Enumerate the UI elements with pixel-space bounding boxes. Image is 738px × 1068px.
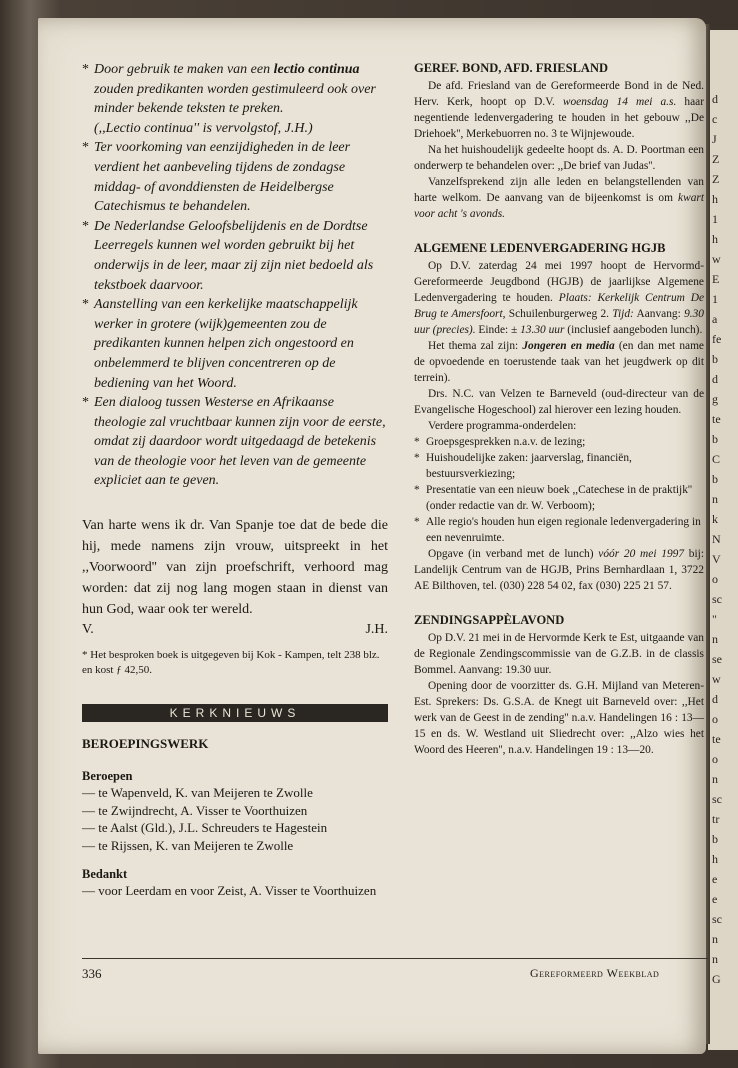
adjacent-page-fragment: c	[712, 112, 718, 126]
adjacent-page-fragment: n	[712, 772, 718, 786]
adjacent-page-fragment: fe	[712, 332, 722, 346]
text-run: Ter voorkoming van eenzijdigheden in de leer verdient het aanbeveling tijdens de zondagse middag- of avonddiensten de Heidelbergse Catechismus te behandelen.	[94, 140, 351, 215]
adjacent-page-fragment: w	[712, 252, 721, 266]
adjacent-page-fragment: b	[712, 432, 718, 446]
program-item	[414, 514, 704, 546]
beroepingswerk-heading: BEROEPINGSWERK	[82, 736, 209, 752]
program-item	[414, 450, 704, 482]
adjacent-page-fragment: n	[712, 632, 718, 646]
section-title-friesland: GEREF. BOND, AFD. FRIESLAND	[414, 61, 609, 75]
hgjb-paragraph-4: Verdere programma-onderdelen:	[428, 420, 577, 432]
adjacent-page-fragment: n	[712, 932, 718, 946]
adjacent-page-fragment: e	[712, 892, 718, 906]
adjacent-page-fragment: C	[712, 452, 721, 466]
adjacent-page-fragment: n	[712, 952, 718, 966]
text-run: Schuilenburgerweg 2.	[505, 308, 613, 320]
bullet-star: *	[414, 452, 420, 464]
beroepen-list	[82, 784, 388, 854]
bedankt-label: Bedankt	[82, 867, 128, 882]
adjacent-page-fragment: h	[712, 192, 718, 206]
adjacent-page-fragment: o	[712, 572, 718, 586]
text-run: ± 13.30 uur	[511, 324, 565, 336]
summary-bullet	[82, 138, 388, 216]
bullet-star: *	[82, 297, 89, 313]
adjacent-page-fragment: tr	[712, 812, 720, 826]
adjacent-page-fragment: b	[712, 472, 718, 486]
adjacent-page-fragment: n	[712, 492, 718, 506]
adjacent-page-fragment: g	[712, 392, 718, 406]
program-item-text: Groepsgesprekken n.a.v. de lezing;	[426, 436, 586, 448]
adjacent-page	[708, 30, 738, 1050]
adjacent-page-fragment: 1	[712, 212, 718, 226]
right-column	[414, 60, 704, 758]
bullet-star: *	[82, 395, 89, 411]
list-item: — te Zwijndrecht, A. Visser te Voorthuizen	[82, 802, 308, 818]
adjacent-page-fragment: d	[712, 692, 718, 706]
text-run: Op D.V. zaterdag 24 mei 1997 hoopt de Hervormd-Gereformeerde Jeugdbond (HGJB) de jaarlijkse Algemene Ledenvergadering te houden.	[414, 260, 704, 304]
page-number: 336	[82, 966, 102, 981]
adjacent-page-fragment: te	[712, 732, 721, 746]
adjacent-page-fragment: sc	[712, 792, 722, 806]
text-run: Het thema zal zijn:	[428, 340, 523, 352]
adjacent-page-fragment: Z	[712, 152, 720, 166]
hgjb-paragraph-5	[414, 546, 704, 594]
list-item: — te Rijssen, K. van Meijeren te Zwolle	[82, 837, 294, 853]
program-item	[414, 482, 704, 514]
text-run: De afd. Friesland van de Gereformeerde Bond in de Ned. Herv. Kerk, hoopt op D.V.	[414, 80, 704, 108]
text-run: lectio continua	[273, 62, 360, 77]
text-run: (en dan met name de opvoedende en toerustende taak van het jeugdwerk op dit terrein).	[414, 340, 704, 384]
text-run: Plaats: Kerkelijk Centrum De Brug te Amersfoort,	[414, 292, 705, 320]
text-run: Aanvang:	[633, 308, 685, 320]
section-title-zending: ZENDINGSAPPÈLAVOND	[414, 613, 565, 627]
bullet-star: *	[82, 62, 89, 77]
text-run: (inclusief aangeboden lunch).	[564, 324, 703, 336]
zending-paragraph-1: Op D.V. 21 mei in de Hervormde Kerk te Est, uitgaande van de Regionale Zendingscommissie van de G.Z.B. in de classis Bommel. Aanvang: 19.30 uur.	[414, 632, 704, 676]
signature-author: J.H.	[365, 622, 388, 638]
text-run: De Nederlandse Geloofsbelijdenis en de Dordtse Leerregels kunnen wel worden gebruikt bij het onderwijs in de leer, maar zij zijn niet bedoeld als tekstboek daarvoor.	[94, 218, 374, 293]
adjacent-page-fragment: h	[712, 852, 718, 866]
footer-rule	[82, 958, 708, 959]
bedankt-list	[82, 882, 388, 900]
text-run: bij: Landelijk Centrum van de HGJB, Prins Bernhardlaan 1, 3722 AE Bilthoven, tel. (030) 228 54 02, fax (030) 225 21 57.	[414, 548, 704, 592]
adjacent-page-fragment: Z	[712, 172, 720, 186]
program-item	[414, 434, 704, 450]
adjacent-page-fragment: b	[712, 352, 718, 366]
summary-bullet	[82, 393, 388, 491]
bullet-star: *	[82, 218, 89, 234]
section-banner: KERKNIEUWS	[82, 704, 388, 722]
adjacent-page-fragment: d	[712, 372, 718, 386]
adjacent-page-fragment: J	[712, 132, 717, 146]
adjacent-page-fragment: V	[712, 552, 721, 566]
list-item: — voor Leerdam en voor Zeist, A. Visser te Voorthuizen	[82, 883, 377, 899]
adjacent-page-fragment: se	[712, 652, 722, 666]
signature-v: V.	[82, 622, 94, 638]
magazine-name: Gereformeerd Weekblad	[530, 966, 660, 980]
summary-bullet	[82, 295, 388, 393]
adjacent-page-fragment: h	[712, 232, 718, 246]
text-run: haar negentiende ledenvergadering te houden in het gebouw ,,De Driehoek'', Merkebuorren no. 3 te Wijnjewoude.	[414, 96, 704, 140]
adjacent-page-fragment: te	[712, 412, 721, 426]
footnote: * Het besproken boek is uitgegeven bij Kok - Kampen, telt 238 blz. en kost ƒ 42,50.	[82, 649, 380, 677]
adjacent-page-fragment: G	[712, 972, 721, 986]
adjacent-page-fragment: E	[712, 272, 720, 286]
program-item-text: Presentatie van een nieuw boek ,,Catechese in de praktijk'' (onder redactie van dr. W. Verboom);	[426, 484, 692, 512]
adjacent-page-fragment: d	[712, 92, 718, 106]
summary-bullet	[82, 119, 388, 139]
text-run: Jongeren en media	[522, 340, 615, 352]
text-run: (,,Lectio continua'' is vervolgstof, J.H.)	[94, 120, 313, 136]
text-run: Door gebruik te maken van een	[94, 62, 274, 77]
hgjb-paragraph-3: Drs. N.C. van Velzen te Barneveld (oud-directeur van de Evangelische Hogeschool) zal hierover een lezing houden.	[414, 388, 704, 416]
adjacent-page-fragment: "	[712, 612, 717, 626]
bullet-star: *	[414, 516, 420, 528]
program-item-text: Huishoudelijke zaken: jaarverslag, financiën, bestuursverkiezing;	[426, 452, 632, 480]
text-run: Vanzelfsprekend zijn alle leden en belangstellenden van harte welkom. De aanvang van de bijeenkomst is om	[414, 176, 704, 204]
list-item: — te Aalst (Gld.), J.L. Schreuders te Hagestein	[82, 820, 328, 836]
friesland-paragraph-2: Na het huishoudelijk gedeelte hoopt ds. A. D. Poortman een onderwerp te behandelen over: ,,De brief van Judas''.	[414, 144, 704, 172]
bullet-star: *	[414, 436, 420, 448]
summary-bullet	[82, 60, 388, 119]
hgjb-paragraph-2	[414, 338, 704, 386]
text-run: 9.30 uur (precies).	[414, 308, 704, 336]
hgjb-paragraph-1	[414, 258, 704, 338]
text-run: woensdag 14 mei a.s.	[562, 96, 677, 108]
adjacent-page-fragment: sc	[712, 912, 722, 926]
zending-paragraph-2: Opening door de voorzitter ds. G.H. Mijland van Meteren-Est. Sprekers: Ds. G.S.A. de Knegt uit Barneveld over: ,,Het werk van de Geest in de zending'' n.a.v. Handelingen 16 : 13—15 en ds. W. Westland uit Sliedrecht over: ,,Alzo wies het Woord des Heeren'', n.a.v. Handelingen 19 : 13—20.	[414, 680, 704, 756]
adjacent-page-fragment: e	[712, 872, 718, 886]
left-column	[82, 60, 388, 900]
adjacent-page-fragment: w	[712, 672, 721, 686]
adjacent-page-fragment: o	[712, 712, 718, 726]
summary-bullet	[82, 217, 388, 295]
friesland-paragraph-3	[414, 174, 704, 222]
text-run: Aanstelling van een kerkelijke maatschappelijk werker in grotere (wijk)gemeenten zou de predikanten kunnen helpen zich ongestoord en onbelemmerd te blijven concentreren op de bediening van het Woord.	[94, 297, 358, 391]
text-run: Een dialoog tussen Westerse en Afrikaanse theologie zal vruchtbaar kunnen zijn voor de eerste, omdat zij daardoor wordt uitgedaagd de betekenis van de theologie voor het leven van de gemeente expliciet aan te geven.	[94, 395, 386, 489]
hgjb-program-list	[414, 434, 704, 546]
adjacent-page-fragment: N	[712, 532, 721, 546]
adjacent-page-fragment: sc	[712, 592, 722, 606]
text-run: vóór 20 mei 1997	[598, 548, 685, 560]
adjacent-page-fragment: 1	[712, 292, 718, 306]
text-run: Tijd:	[612, 308, 634, 320]
adjacent-page-fragment: o	[712, 752, 718, 766]
bullet-star: *	[82, 140, 89, 156]
adjacent-page-fragment: a	[712, 312, 718, 326]
program-item-text: Alle regio's houden hun eigen regionale ledenvergadering in een nevenruimte.	[426, 516, 701, 544]
section-title-hgjb: ALGEMENE LEDENVERGADERING HGJB	[414, 241, 666, 255]
adjacent-page-fragment: k	[712, 512, 718, 526]
text-run: Einde:	[475, 324, 512, 336]
adjacent-page-fragment: b	[712, 832, 718, 846]
friesland-paragraph-1	[414, 78, 704, 142]
signature-line	[82, 620, 388, 640]
closing-paragraph: Van harte wens ik dr. Van Spanje toe dat de bede die hij, mede namens zijn vrouw, uitspreekt in het ,,Voorwoord'' van zijn proefschrift, verhoord mag worden: dat zij nog lang mogen staan in dienst van hun God, waar ook ter wereld.	[82, 518, 388, 618]
text-run: kwart voor acht 's avonds.	[414, 192, 704, 220]
bullet-star: *	[414, 484, 420, 496]
text-run: Opgave (in verband met de lunch)	[428, 548, 599, 560]
summary-bullets	[82, 60, 388, 491]
beroepen-label: Beroepen	[82, 769, 133, 784]
list-item: — te Wapenveld, K. van Meijeren te Zwolle	[82, 785, 313, 801]
text-run: zouden predikanten worden gestimuleerd ook over minder bekende teksten te preken.	[94, 81, 376, 117]
